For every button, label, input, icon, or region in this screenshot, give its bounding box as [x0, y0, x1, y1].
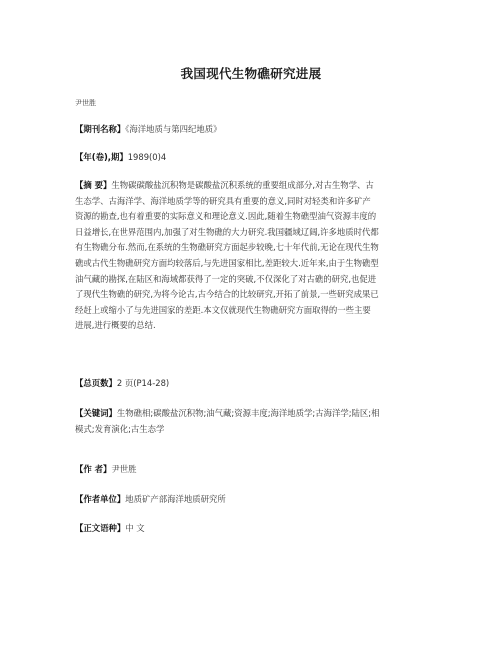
pages-value: 2 页(P14-28): [116, 378, 170, 388]
abstract-line: 进展,进行概要的总结.: [75, 320, 156, 331]
journal-field: [75, 122, 436, 138]
year-value: 1989(0)4: [127, 152, 167, 162]
document-title: 我国现代生物礁研究进展: [180, 66, 322, 81]
keywords-line: 模式;发育演化;古生态学: [75, 423, 165, 434]
language-value: 中 文: [125, 523, 145, 533]
abstract-line: 日益增长,在世界范围内,加强了对生物礁的大力研究.我国疆域辽阔,许多地质时代都: [75, 226, 379, 237]
keywords-line: 【关键词】生物礁相;碳酸盐沉积物;油气藏;资源丰度;海洋地质学;古海洋学;陆区;相: [75, 408, 380, 418]
author-field: [75, 462, 436, 478]
abstract-line: 油气藏的勘探,在陆区和海域都获得了一定的突破,不仅深化了对古礁的研究,也促进: [75, 273, 377, 284]
abstract-label: 【摘 要】: [75, 180, 112, 190]
abstract-block: [75, 178, 437, 334]
journal-value: 《海洋地质与第四纪地质》: [125, 124, 222, 134]
abstract-line: 资源的勘查,也有着重要的实际意义和理论意义.因此,随着生物礁型油气资源丰度的: [75, 211, 377, 222]
abstract-line: 礁或古代生物礁研究方面均较落后,与先进国家相比,差距较大.近年来,由于生物礁型: [75, 257, 379, 268]
keywords-block: [75, 406, 437, 437]
affiliation-field: [75, 492, 436, 508]
abstract-line: 生态学、古海洋学、海洋地质学等的研究具有重要的意义,同时对轻类和许多矿产: [75, 195, 371, 206]
abstract-line: 经赶上或缩小了与先进国家的差距.本文仅就现代生物礁研究方面取得的一些主要: [75, 304, 371, 315]
language-label: 【正文语种】: [75, 523, 126, 533]
abstract-line: 了现代生物礁的研究,为将今论古,古今结合的比较研究,开拓了前景,一些研究成果已: [75, 289, 379, 300]
author-label: 【作 者】: [75, 464, 112, 474]
language-field: [75, 521, 436, 537]
author-value: 尹世胜: [111, 464, 137, 474]
journal-label: 【期刊名称】: [75, 124, 126, 134]
pages-field: [75, 376, 436, 392]
pages-label: 【总页数】: [75, 378, 117, 388]
abstract-line: 有生物礁分布.然而,在系统的生物礁研究方面起步较晚,七十年代前,无论在现代生物: [75, 242, 379, 253]
affiliation-value: 地质矿产部海洋地质研究所: [125, 494, 226, 504]
keywords-label: 【关键词】: [75, 408, 117, 418]
abstract-line: 【摘 要】生物碳碳酸盐沉积物是碳酸盐沉积系统的重要组成部分,对古生物学、古: [75, 180, 374, 190]
year-label: 【年(卷),期】: [75, 152, 128, 162]
year-field: [75, 150, 436, 166]
author-byline: 尹世胜: [75, 99, 96, 107]
affiliation-label: 【作者单位】: [75, 494, 126, 504]
